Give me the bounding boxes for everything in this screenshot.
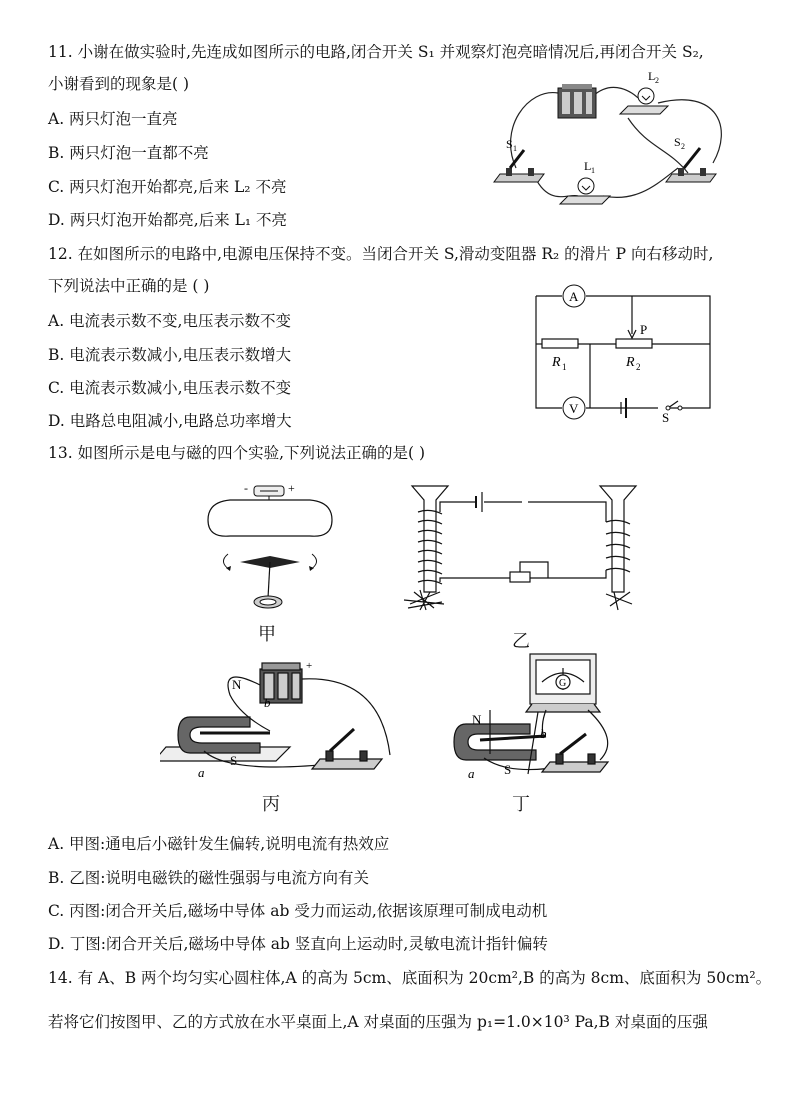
svg-text:2: 2 [636,362,641,372]
svg-text:b: b [540,726,547,741]
svg-text:N: N [472,712,482,727]
svg-text:S: S [230,753,238,768]
q13-option-d[interactable]: D. 丁图:闭合开关后,磁场中导体 ab 竖直向上运动时,灵敏电流计指针偏转 [48,935,548,953]
svg-text:S: S [674,135,681,149]
figure-yi-electromagnets [400,482,640,622]
caption-ding: 丁 [512,794,530,815]
svg-text:S: S [506,137,513,151]
q12-option-a[interactable]: A. 电流表示数不变,电压表示数不变 [48,312,291,330]
q11-stem-line2: 小谢看到的现象是( ) [48,75,190,93]
switch-s2-icon [666,148,716,182]
q11-option-c[interactable]: C. 两只灯泡开始都亮,后来 L₂ 不亮 [48,178,287,196]
svg-text:1: 1 [513,144,517,153]
lamp-l2-icon [620,88,668,114]
figure-jia-oersted [200,478,340,618]
q11-stem-line1: 11. 小谢在做实验时,先连成如图所示的电路,闭合开关 S₁ 并观察灯泡亮暗情况后,再闭合开关 S₂, [48,43,704,61]
q12-option-b[interactable]: B. 电流表示数减小,电压表示数增大 [48,346,292,364]
svg-text:b: b [264,695,271,710]
q11-circuit-figure [488,68,748,218]
caption-jia: 甲 [258,624,276,645]
svg-text:+: + [306,660,313,672]
svg-text:R: R [552,355,561,370]
q11-option-b[interactable]: B. 两只灯泡一直都不亮 [48,144,209,162]
q12-circuit-diagram [528,284,718,424]
svg-text:G: G [559,678,567,689]
svg-text:+: + [288,481,295,495]
svg-text:S: S [504,762,512,777]
figure-ding-induction [440,650,620,785]
svg-text:S: S [662,410,670,424]
svg-text:L: L [584,159,592,173]
q14-line1: 14. 有 A、B 两个均匀实心圆柱体,A 的高为 5cm、底面积为 20cm²,B 的高为 8cm、底面积为 50cm²。 [48,969,772,987]
svg-text:-: - [244,481,248,495]
svg-text:2: 2 [681,142,685,151]
q13-option-c[interactable]: C. 丙图:闭合开关后,磁场中导体 ab 受力而运动,依据该原理可制成电动机 [48,902,548,920]
q12-stem-line2: 下列说法中正确的是 ( ) [48,277,210,295]
battery-icon [558,84,596,118]
q12-stem-line1: 12. 在如图所示的电路中,电源电压保持不变。当闭合开关 S,滑动变阻器 R₂ 的滑片 P 向右移动时, [48,245,714,263]
svg-text:N: N [232,677,242,692]
svg-text:a: a [198,765,205,780]
svg-text:A: A [569,289,579,304]
q13-option-a[interactable]: A. 甲图:通电后小磁针发生偏转,说明电流有热效应 [48,835,390,853]
q12-option-d[interactable]: D. 电路总电阻减小,电路总功率增大 [48,412,292,430]
svg-text:R: R [626,355,635,370]
figure-bing-motor-principle [160,655,420,785]
svg-text:1: 1 [562,362,567,372]
q13-stem: 13. 如图所示是电与磁的四个实验,下列说法正确的是( ) [48,444,426,462]
caption-yi: 乙 [512,631,530,652]
caption-bing: 丙 [262,794,280,815]
q11-option-d[interactable]: D. 两只灯泡开始都亮,后来 L₁ 不亮 [48,211,288,229]
q11-option-a[interactable]: A. 两只灯泡一直亮 [48,110,178,128]
svg-text:P: P [640,322,648,337]
q14-line2: 若将它们按图甲、乙的方式放在水平桌面上,A 对桌面的压强为 p₁=1.0×10³ Pa,B 对桌面的压强 [48,1013,708,1031]
svg-text:2: 2 [655,76,659,85]
svg-text:a: a [468,766,475,781]
compass-needle-icon [223,554,316,608]
svg-text:L: L [648,69,656,83]
q12-option-c[interactable]: C. 电流表示数减小,电压表示数不变 [48,379,292,397]
svg-text:1: 1 [591,166,595,175]
switch-s1-icon [494,150,544,182]
svg-text:V: V [569,401,579,416]
q13-option-b[interactable]: B. 乙图:说明电磁铁的磁性强弱与电流方向有关 [48,869,369,887]
lamp-l1-icon [560,178,610,204]
